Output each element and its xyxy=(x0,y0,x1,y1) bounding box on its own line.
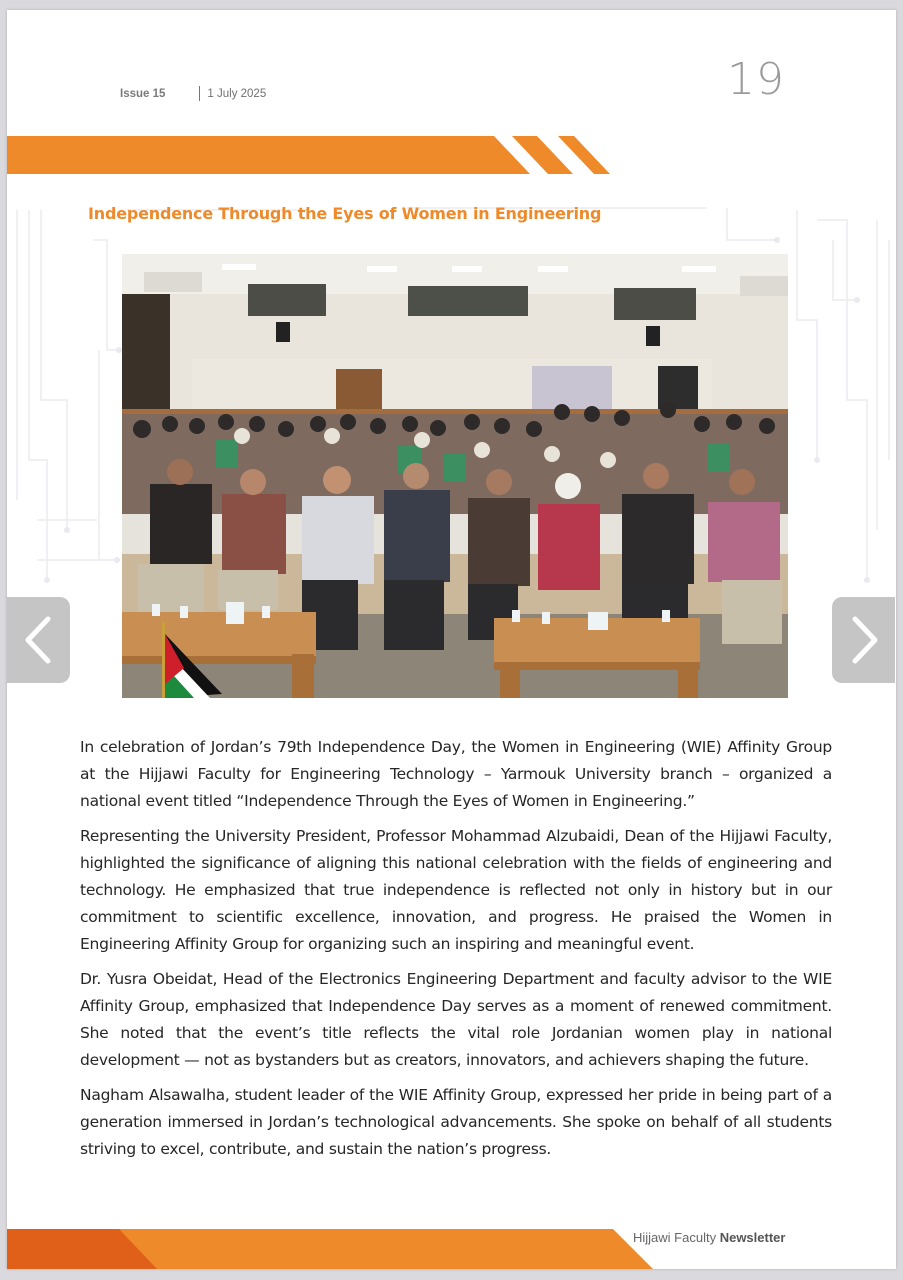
event-photo xyxy=(122,254,788,698)
article-paragraph: Dr. Yusra Obeidat, Head of the Electronics Engineering Department and faculty advisor to the WIE Affinity Group, emphasized that Independence Day serves as a moment of renewed commitment. She noted that the event’s title reflects the vital role Jordanian women play in national development — not as bystanders but as creators, innovators, and achievers shaping the future. xyxy=(80,970,832,1069)
footer-label-bold: Newsletter xyxy=(719,1230,786,1245)
article-paragraph: Nagham Alsawalha, student leader of the WIE Affinity Group, expressed her pride in being part of a generation immersed in Jordan’s technological advancements. She spoke on behalf of all students striving to excel, contribute, and sustain the nation’s progress. xyxy=(80,1086,832,1158)
issue-date: 1 July 2025 xyxy=(207,87,267,100)
issue-meta xyxy=(120,86,266,101)
article-title: Independence Through the Eyes of Women in Engineering xyxy=(88,204,602,223)
article-paragraph: Representing the University President, Professor Mohammad Alzubaidi, Dean of the Hijjawi Faculty, highlighted the significance of aligning this national celebration with the fields of engineering and technology. He emphasized that true independence is reflected not only in history but in our commitment to scientific excellence, innovation, and progress. He praised the Women in Engineering Affinity Group for organizing such an inspiring and meaningful event. xyxy=(80,827,832,953)
footer-orange-band xyxy=(7,1229,657,1269)
header-orange-band xyxy=(7,136,617,174)
previous-page-button[interactable] xyxy=(7,597,70,683)
page-number: 19 xyxy=(727,54,785,105)
footer-newsletter-label xyxy=(633,1230,785,1245)
meta-divider xyxy=(199,86,200,101)
next-page-button[interactable] xyxy=(832,597,895,683)
chevron-left-icon xyxy=(22,615,56,665)
issue-number: Issue 15 xyxy=(120,87,166,100)
newsletter-page xyxy=(7,10,896,1269)
chevron-right-icon xyxy=(847,615,881,665)
article-body xyxy=(80,734,832,1171)
article-paragraph: In celebration of Jordan’s 79th Independence Day, the Women in Engineering (WIE) Affinity Group at the Hijjawi Faculty for Engineering Technology – Yarmouk University branch – organized a national event titled “Independence Through the Eyes of Women in Engineering.” xyxy=(80,738,832,810)
footer-label-prefix: Hijjawi Faculty xyxy=(633,1230,717,1245)
